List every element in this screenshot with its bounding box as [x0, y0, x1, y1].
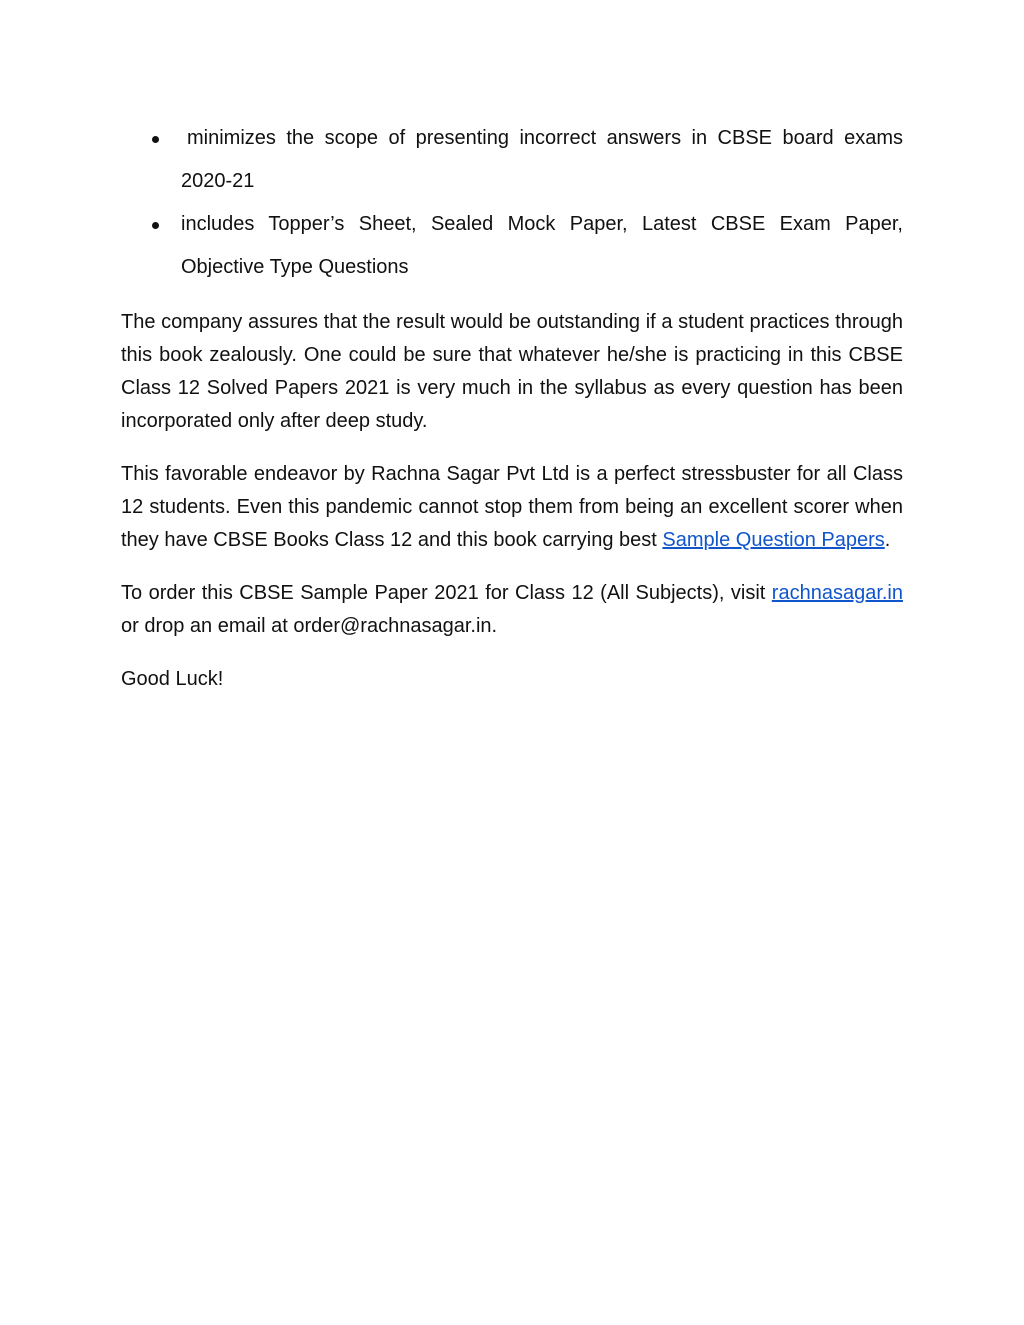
paragraph-text: .: [884, 529, 891, 551]
list-item-text: minimizes the scope of presenting incorrect answers in CBSE board exams 2020-21: [181, 127, 903, 192]
paragraph-order-info: [121, 577, 903, 643]
list-item-text: includes Topper’s Sheet, Sealed Mock Paper, Latest CBSE Exam Paper, Objective Type Questions: [181, 213, 903, 278]
bullet-icon: [152, 222, 159, 229]
paragraph-text: To order this CBSE Sample Paper 2021 for Class 12 (All Subjects), visit: [121, 582, 772, 604]
feature-list: [121, 117, 903, 289]
bullet-icon: [152, 136, 159, 143]
rachnasagar-link[interactable]: rachnasagar.in: [771, 582, 903, 604]
paragraph-stressbuster: [121, 458, 903, 557]
list-item: [121, 203, 903, 289]
paragraph-result-assurance: The company assures that the result would be outstanding if a student practices through this book zealously. One could be sure that whatever he/she is practicing in this CBSE Class 12 Solved Papers 2021 is very much in the syllabus as every question has been incorporated only after deep study.: [121, 311, 903, 432]
closing-text: Good Luck!: [121, 668, 224, 690]
paragraph-text: This favorable endeavor by Rachna Sagar Pvt Ltd is a perfect stressbuster for all Class 12 students. Even this pandemic cannot stop them from being an excellent scorer when they have CBSE Books Class 12 and this book carrying best: [121, 463, 903, 551]
paragraph-text: or drop an email at order@rachnasagar.in.: [121, 615, 498, 637]
document-page: [121, 117, 903, 696]
list-item: [121, 117, 903, 203]
sample-question-papers-link[interactable]: Sample Question Papers: [662, 529, 885, 551]
